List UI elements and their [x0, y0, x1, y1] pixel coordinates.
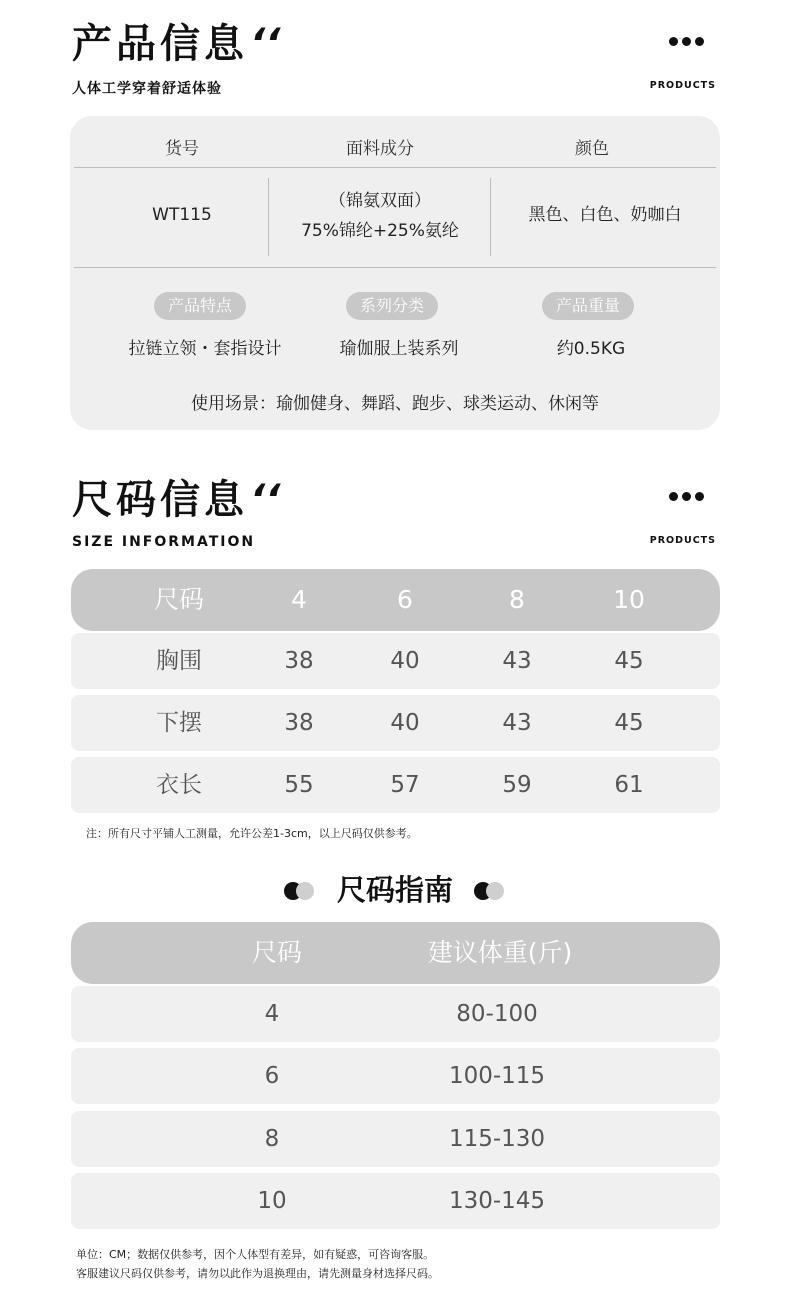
guide-header-cell: 建议体重(斤) — [427, 938, 573, 967]
table-cell: 38 — [284, 648, 314, 674]
products-label: PRODUCTS — [649, 535, 716, 546]
title-quote-mark: ‘‘ — [250, 21, 281, 67]
table-cell: 100-115 — [448, 1063, 546, 1089]
products-label: PRODUCTS — [649, 80, 716, 91]
feature-pill: 产品特点 — [154, 292, 246, 320]
product-info-card — [70, 116, 720, 430]
size-info-title — [72, 477, 281, 523]
divider — [490, 178, 491, 256]
header-item-no: 货号 — [165, 139, 199, 159]
table-cell: 115-130 — [448, 1126, 546, 1152]
size-table-header — [71, 569, 720, 631]
guide-header-cell: 尺码 — [251, 938, 302, 967]
row-label: 胸围 — [156, 648, 202, 674]
more-dots-icon — [669, 492, 704, 501]
table-row — [71, 1048, 720, 1104]
table-row — [71, 695, 720, 751]
divider — [74, 167, 716, 168]
footer-note-1: 单位：CM；数据仅供参考，因个人体型有差异，如有疑惑，可咨询客服。 — [76, 1248, 435, 1261]
size-note: 注：所有尺寸平铺人工测量，允许公差1-3cm，以上尺码仅供参考。 — [86, 827, 418, 840]
series-value: 瑜伽服上装系列 — [339, 339, 459, 359]
header-color: 颜色 — [575, 139, 609, 159]
table-cell: 130-145 — [448, 1188, 546, 1214]
size-header-cell: 4 — [291, 585, 307, 614]
size-header-cell: 10 — [613, 585, 645, 614]
table-cell: 45 — [614, 710, 644, 736]
fabric-value — [270, 186, 490, 246]
guide-table-header — [71, 922, 720, 984]
size-header-cell: 8 — [509, 585, 525, 614]
product-info-title — [72, 21, 281, 67]
table-row — [71, 633, 720, 689]
color-value: 黑色、白色、奶咖白 — [528, 205, 682, 225]
table-cell: 43 — [502, 648, 532, 674]
divider — [74, 267, 716, 268]
table-cell: 57 — [390, 772, 420, 798]
table-cell: 4 — [264, 1001, 280, 1027]
table-row — [71, 986, 720, 1042]
toggle-dots-icon — [474, 881, 506, 901]
table-row — [71, 1111, 720, 1167]
table-cell: 8 — [264, 1126, 280, 1152]
table-cell: 55 — [284, 772, 314, 798]
title-quote-mark: ‘‘ — [250, 477, 281, 523]
table-cell: 40 — [390, 648, 420, 674]
table-cell: 6 — [264, 1063, 280, 1089]
size-header-cell: 6 — [397, 585, 413, 614]
feature-value: 拉链立领・套指设计 — [128, 339, 282, 359]
product-info-subtitle: 人体工学穿着舒适体验 — [72, 81, 222, 97]
row-label: 下摆 — [156, 710, 202, 736]
table-cell: 61 — [614, 772, 644, 798]
header-fabric: 面料成分 — [346, 139, 414, 159]
usage-text: 使用场景：瑜伽健身、舞蹈、跑步、球类运动、休闲等 — [191, 394, 599, 414]
series-pill: 系列分类 — [346, 292, 438, 320]
fabric-line-1: （锦氨双面） — [329, 191, 431, 211]
size-info-subtitle: SIZE INFORMATION — [72, 534, 256, 550]
table-cell: 45 — [614, 648, 644, 674]
weight-value: 约0.5KG — [556, 339, 626, 359]
fabric-line-2: 75%锦纶+25%氨纶 — [301, 221, 459, 241]
table-cell: 43 — [502, 710, 532, 736]
size-header-cell: 尺码 — [153, 585, 204, 614]
item-no-value: WT115 — [152, 205, 212, 225]
weight-pill: 产品重量 — [542, 292, 634, 320]
table-cell: 38 — [284, 710, 314, 736]
table-row — [71, 757, 720, 813]
row-label: 衣长 — [156, 772, 202, 798]
footer-note-2: 客服建议尺码仅供参考，请勿以此作为退换理由，请先测量身材选择尺码。 — [76, 1267, 439, 1280]
more-dots-icon — [669, 37, 704, 46]
product-info-title-text: 产品信息 — [72, 21, 248, 67]
table-cell: 10 — [257, 1188, 287, 1214]
table-cell: 59 — [502, 772, 532, 798]
table-cell: 80-100 — [456, 1001, 538, 1027]
size-guide-title: 尺码指南 — [336, 873, 453, 907]
size-info-title-text: 尺码信息 — [72, 477, 248, 523]
table-row — [71, 1173, 720, 1229]
table-cell: 40 — [390, 710, 420, 736]
